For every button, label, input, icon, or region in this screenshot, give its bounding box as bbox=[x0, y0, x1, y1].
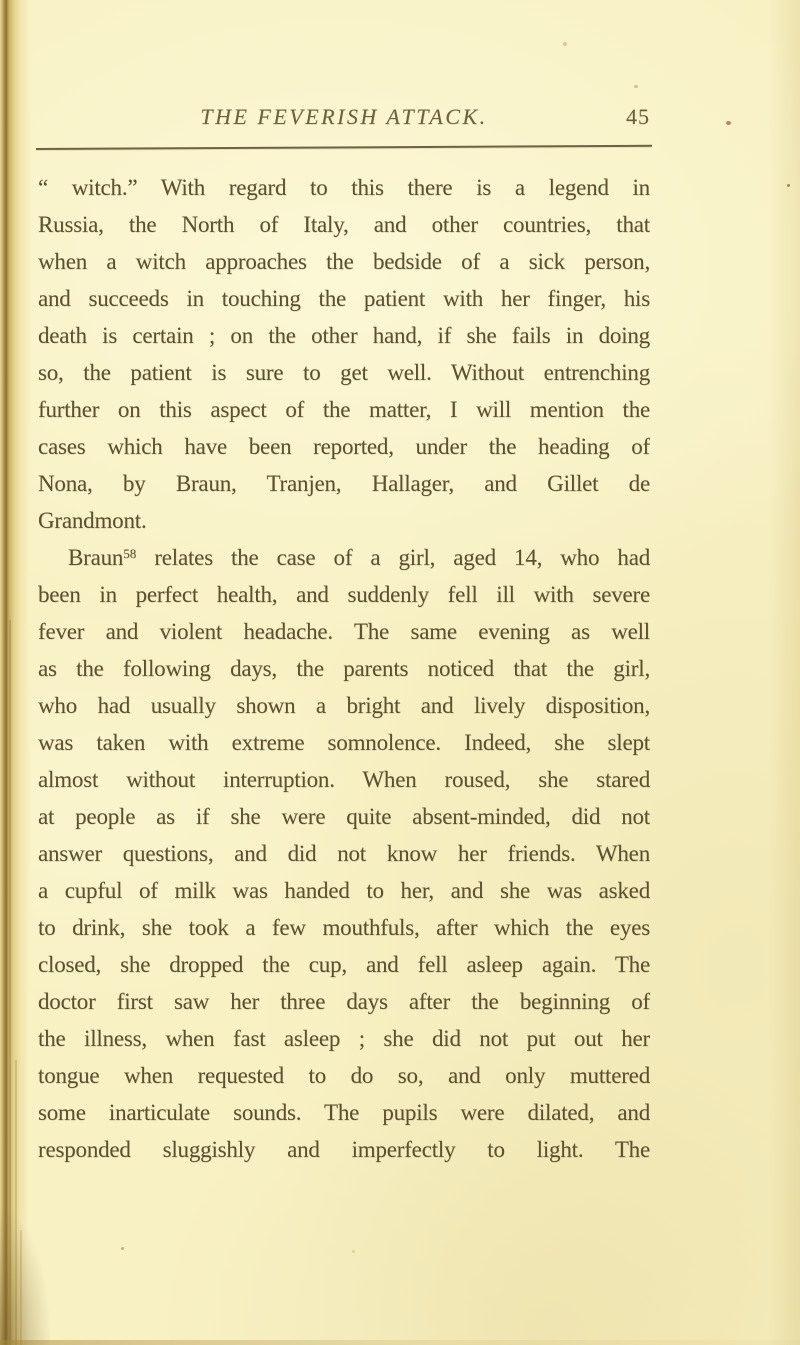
paper-speck bbox=[121, 1247, 124, 1250]
page-bottom-edge bbox=[0, 1340, 800, 1345]
text-line bbox=[38, 539, 650, 576]
text-block bbox=[38, 169, 650, 1168]
text-line: and succeeds in touching the patient with her finger, his bbox=[38, 286, 650, 311]
text-line: Grandmont. bbox=[38, 508, 147, 533]
text-line: some inarticulate sounds. The pupils were dilated, and bbox=[38, 1100, 650, 1125]
paper-speck bbox=[563, 42, 567, 46]
text-run: Braun bbox=[68, 545, 124, 570]
text-line: as the following days, the parents noticed that the girl, bbox=[38, 656, 650, 681]
text-line: further on this aspect of the matter, I will mention the bbox=[38, 397, 650, 422]
paragraph-2 bbox=[38, 539, 650, 1168]
bottom-left-corner-shade bbox=[0, 1205, 52, 1345]
header-rule bbox=[36, 145, 652, 150]
paper-speck bbox=[787, 184, 790, 187]
text-line: Nona, by Braun, Tranjen, Hallager, and Gillet de bbox=[38, 471, 650, 496]
text-line: when a witch approaches the bedside of a sick person, bbox=[38, 249, 650, 274]
paper-speck bbox=[352, 1250, 355, 1253]
text-line: “ witch.” With regard to this there is a legend in bbox=[38, 175, 650, 200]
text-line: who had usually shown a bright and lively disposition, bbox=[38, 693, 650, 718]
text-line: answer questions, and did not know her friends. When bbox=[38, 841, 650, 866]
text-line: doctor first saw her three days after the beginning of bbox=[38, 989, 650, 1014]
text-line: so, the patient is sure to get well. Without entrenching bbox=[38, 360, 650, 385]
text-run: relates the case of a girl, aged 14, who had bbox=[136, 545, 650, 570]
page-number: 45 bbox=[626, 104, 650, 129]
paper-speck bbox=[634, 85, 638, 88]
text-line: the illness, when fast asleep ; she did not put out her bbox=[38, 1026, 650, 1051]
text-line: was taken with extreme somnolence. Indeed, she slept bbox=[38, 730, 650, 755]
text-line: almost without interruption. When roused, she stared bbox=[38, 767, 650, 792]
text-line: closed, she dropped the cup, and fell asleep again. The bbox=[38, 952, 650, 977]
text-line: fever and violent headache. The same evening as well bbox=[38, 619, 650, 644]
paper-speck bbox=[726, 121, 731, 125]
text-line: cases which have been reported, under the heading of bbox=[38, 434, 650, 459]
text-line: tongue when requested to do so, and only muttered bbox=[38, 1063, 650, 1088]
text-line: been in perfect health, and suddenly fell ill with severe bbox=[38, 582, 650, 607]
text-line: at people as if she were quite absent-minded, did not bbox=[38, 804, 650, 829]
text-line: Russia, the North of Italy, and other countries, that bbox=[38, 212, 650, 237]
footnote-marker: 58 bbox=[123, 546, 137, 561]
text-line: responded sluggishly and imperfectly to light. The bbox=[38, 1137, 650, 1162]
text-line: death is certain ; on the other hand, if she fails in doing bbox=[38, 323, 650, 348]
text-line: to drink, she took a few mouthfuls, after which the eyes bbox=[38, 915, 650, 940]
paragraph-1 bbox=[38, 169, 650, 539]
text-line: a cupful of milk was handed to her, and she was asked bbox=[38, 878, 650, 903]
running-header-title: THE FEVERISH ATTACK. bbox=[200, 104, 488, 129]
